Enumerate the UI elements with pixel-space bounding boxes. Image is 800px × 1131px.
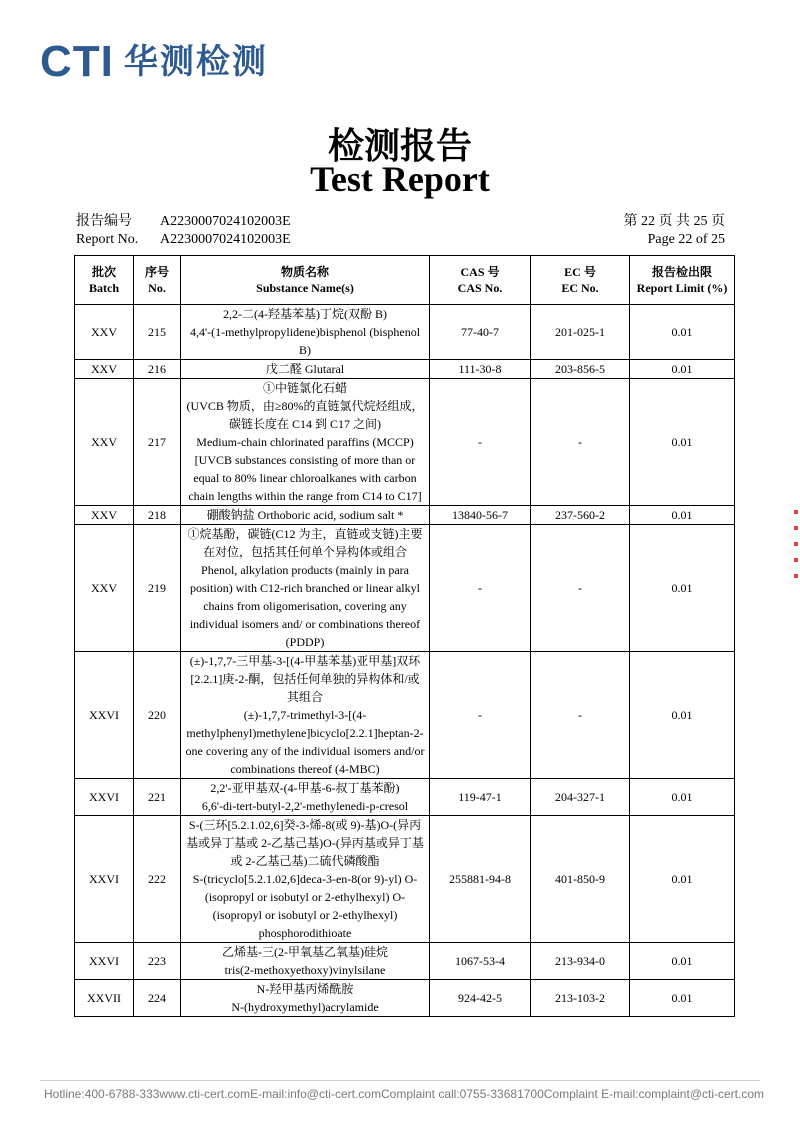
batch-cell: XXVI bbox=[75, 652, 134, 779]
table-row bbox=[75, 360, 735, 379]
substance-name-cell bbox=[181, 779, 430, 816]
batch-cell: XXV bbox=[75, 525, 134, 652]
header-no: 序号 No. bbox=[134, 256, 181, 305]
ec-cell: 201-025-1 bbox=[531, 305, 630, 360]
batch-cell: XXV bbox=[75, 506, 134, 525]
ec-cell: 401-850-9 bbox=[531, 816, 630, 943]
number-cell: 219 bbox=[134, 525, 181, 652]
substance-name-line: Phenol, alkylation products (mainly in para position) with C12-rich branched or linear alkyl chains from oligomerisation, covering any individual isomers and/ or combinations thereof (PDDP) bbox=[189, 563, 421, 649]
cas-cell: 255881-94-8 bbox=[430, 816, 531, 943]
report-number-label-cn: 报告编号 bbox=[76, 214, 132, 229]
substance-name-line: tris(2-methoxyethoxy)vinylsilane bbox=[224, 963, 386, 977]
cas-cell: 111-30-8 bbox=[430, 360, 531, 379]
company-logo bbox=[40, 37, 268, 86]
ec-cell: 213-103-2 bbox=[531, 980, 630, 1017]
substance-name-line: (UVCB 物质，由≥80%的直链氯代烷烃组成，碳链长度在 C14 到 C17 之间) bbox=[186, 399, 424, 431]
substance-name-line: Medium-chain chlorinated paraffins (MCCP) bbox=[196, 435, 414, 449]
substance-name-cell bbox=[181, 943, 430, 980]
ec-cell: - bbox=[531, 525, 630, 652]
footer-divider bbox=[40, 1080, 760, 1081]
ec-cell: - bbox=[531, 379, 630, 506]
limit-cell: 0.01 bbox=[630, 506, 735, 525]
ec-cell: 237-560-2 bbox=[531, 506, 630, 525]
substance-name-line: [UVCB substances consisting of more than or equal to 80% linear chloroalkanes with carbon chain lengths within the range from C14 to C17] bbox=[188, 453, 422, 503]
batch-cell: XXVI bbox=[75, 779, 134, 816]
limit-cell: 0.01 bbox=[630, 525, 735, 652]
logo-text-en: CTI bbox=[40, 37, 114, 86]
limit-cell: 0.01 bbox=[630, 379, 735, 506]
report-number-en: A2230007024102003E bbox=[160, 232, 291, 247]
substance-name-line: 戊二醛 Glutaral bbox=[265, 362, 345, 376]
limit-cell: 0.01 bbox=[630, 779, 735, 816]
table-row bbox=[75, 379, 735, 506]
page-number-cn: 第 22 页 共 25 页 bbox=[623, 214, 725, 229]
substance-table bbox=[74, 255, 735, 1017]
substance-name-line: 6,6'-di-tert-butyl-2,2'-methylenedi-p-cresol bbox=[201, 799, 409, 813]
cas-cell: 13840-56-7 bbox=[430, 506, 531, 525]
footer-complaint-email[interactable]: Complaint E-mail:complaint@cti-cert.com bbox=[543, 1087, 765, 1101]
number-cell: 222 bbox=[134, 816, 181, 943]
header-cas-no: CAS 号 CAS No. bbox=[430, 256, 531, 305]
cas-cell: - bbox=[430, 652, 531, 779]
report-number-cn: A2230007024102003E bbox=[160, 214, 291, 229]
substance-name-line: ①中链氯化石蜡 bbox=[262, 381, 347, 395]
table-row bbox=[75, 652, 735, 779]
cas-cell: 77-40-7 bbox=[430, 305, 531, 360]
cas-cell: 924-42-5 bbox=[430, 980, 531, 1017]
logo-text-cn: 华测检测 bbox=[123, 42, 268, 82]
substance-name-line: S-(tricyclo[5.2.1.02,6]deca-3-en-8(or 9)-yl) O-(isopropyl or isobutyl or 2-ethylhexyl) O-(isopropyl or isobutyl or 2-ethylhexyl) phosphorodithioate bbox=[192, 872, 418, 940]
footer-website[interactable]: www.cti-cert.com bbox=[159, 1087, 251, 1101]
substance-name-cell bbox=[181, 980, 430, 1017]
limit-cell: 0.01 bbox=[630, 360, 735, 379]
substance-name-line: N-(hydroxymethyl)acrylamide bbox=[231, 1000, 379, 1014]
seal-edge-marks bbox=[794, 510, 800, 620]
ec-cell: 213-934-0 bbox=[531, 943, 630, 980]
table-row bbox=[75, 816, 735, 943]
limit-cell: 0.01 bbox=[630, 652, 735, 779]
substance-name-line: 硼酸钠盐 Orthoboric acid, sodium salt * bbox=[206, 508, 404, 522]
substance-name-line: 2,2-二(4-羟基苯基)丁烷(双酚 B) bbox=[223, 307, 387, 321]
footer-email[interactable]: E-mail:info@cti-cert.com bbox=[250, 1087, 381, 1101]
number-cell: 217 bbox=[134, 379, 181, 506]
number-cell: 218 bbox=[134, 506, 181, 525]
header-substance-name: 物质名称 Substance Name(s) bbox=[181, 256, 430, 305]
batch-cell: XXVI bbox=[75, 943, 134, 980]
batch-cell: XXV bbox=[75, 379, 134, 506]
footer-complaint-call: Complaint call:0755-33681700 bbox=[380, 1087, 544, 1101]
substance-name-cell bbox=[181, 525, 430, 652]
table-row bbox=[75, 980, 735, 1017]
page-number-block bbox=[624, 213, 726, 249]
batch-cell: XXV bbox=[75, 305, 134, 360]
batch-cell: XXVI bbox=[75, 816, 134, 943]
cas-cell: - bbox=[430, 525, 531, 652]
batch-cell: XXVII bbox=[75, 980, 134, 1017]
substance-name-line: 4,4'-(1-methylpropylidene)bisphenol (bisphenol B) bbox=[189, 325, 421, 357]
header-report-limit: 报告检出限 Report Limit (%) bbox=[630, 256, 735, 305]
title-english: Test Report bbox=[310, 159, 490, 199]
number-cell: 223 bbox=[134, 943, 181, 980]
table-row bbox=[75, 525, 735, 652]
substance-name-line: 乙烯基-三(2-甲氧基乙氧基)硅烷 bbox=[222, 945, 388, 959]
substance-name-line: (±)-1,7,7-三甲基-3-[(4-甲基苯基)亚甲基]双环[2.2.1]庚-2-酮，包括任何单独的异构体和/或其组合 bbox=[189, 654, 421, 704]
cas-cell: 1067-53-4 bbox=[430, 943, 531, 980]
limit-cell: 0.01 bbox=[630, 816, 735, 943]
footer-hotline: Hotline:400-6788-333 bbox=[44, 1087, 160, 1101]
substance-name-line: N-羟甲基丙烯酰胺 bbox=[256, 982, 354, 996]
header-ec-no: EC 号 EC No. bbox=[531, 256, 630, 305]
limit-cell: 0.01 bbox=[630, 980, 735, 1017]
table-row bbox=[75, 779, 735, 816]
footer bbox=[44, 1087, 764, 1101]
ec-cell: - bbox=[531, 652, 630, 779]
report-number-block bbox=[76, 213, 291, 249]
ec-cell: 204-327-1 bbox=[531, 779, 630, 816]
substance-name-cell bbox=[181, 379, 430, 506]
number-cell: 216 bbox=[134, 360, 181, 379]
substance-name-cell bbox=[181, 305, 430, 360]
number-cell: 220 bbox=[134, 652, 181, 779]
substance-name-cell bbox=[181, 816, 430, 943]
substance-name-line: (±)-1,7,7-trimethyl-3-[(4-methylphenyl)methylene]bicyclo[2.2.1]heptan-2-one covering any of the individual isomers and/or combinations thereof (4-MBC) bbox=[185, 708, 425, 776]
number-cell: 221 bbox=[134, 779, 181, 816]
substance-name-cell bbox=[181, 652, 430, 779]
substance-name-cell bbox=[181, 360, 430, 379]
report-number-label-en: Report No. bbox=[76, 232, 139, 247]
substance-name-line: S-(三环[5.2.1.02,6]癸-3-烯-8(或 9)-基)O-(异丙基或异丁基或 2-乙基己基)O-(异丙基或异丁基或 2-乙基己基)二硫代磷酸酯 bbox=[186, 818, 424, 868]
table-row bbox=[75, 305, 735, 360]
header-batch: 批次 Batch bbox=[75, 256, 134, 305]
substance-name-line: ①烷基酚，碳链(C12 为主，直链或支链)主要在对位，包括其任何单个异构体或组合 bbox=[187, 527, 423, 559]
table-row bbox=[75, 506, 735, 525]
substance-name-cell bbox=[181, 506, 430, 525]
table-row bbox=[75, 943, 735, 980]
table-header-row bbox=[75, 256, 735, 305]
batch-cell: XXV bbox=[75, 360, 134, 379]
limit-cell: 0.01 bbox=[630, 943, 735, 980]
cas-cell: 119-47-1 bbox=[430, 779, 531, 816]
cas-cell: - bbox=[430, 379, 531, 506]
number-cell: 224 bbox=[134, 980, 181, 1017]
limit-cell: 0.01 bbox=[630, 305, 735, 360]
title-chinese: 检测报告 bbox=[327, 126, 472, 166]
number-cell: 215 bbox=[134, 305, 181, 360]
substance-name-line: 2,2'-亚甲基双-(4-甲基-6-叔丁基苯酚) bbox=[210, 781, 400, 795]
page-number-en: Page 22 of 25 bbox=[647, 232, 725, 247]
ec-cell: 203-856-5 bbox=[531, 360, 630, 379]
